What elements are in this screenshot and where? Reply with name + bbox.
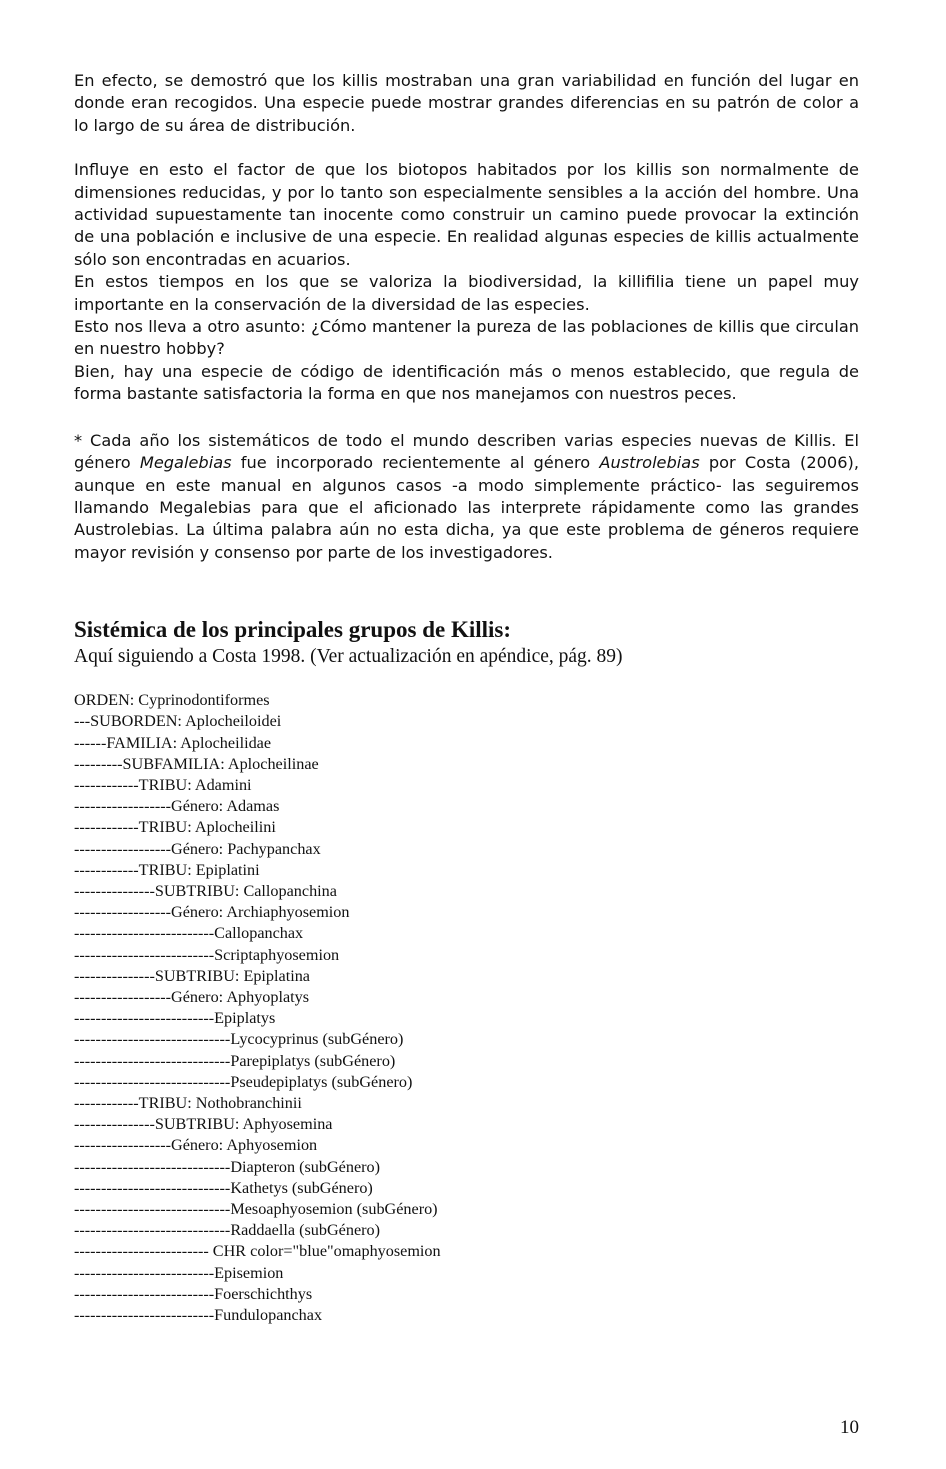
page-number: 10 xyxy=(840,1417,859,1438)
taxonomy-line: --------------------------Episemion xyxy=(74,1263,284,1282)
page-content xyxy=(74,70,859,1326)
paragraph: En estos tiempos en los que se valoriza la biodiversidad, la killifilia tiene un papel muy importante en la conservación de la diversidad de las especies. xyxy=(74,272,859,314)
footnote xyxy=(74,430,859,564)
genus-name: Megalebias xyxy=(139,453,232,473)
taxonomy-line: --------------------------Foerschichthys xyxy=(74,1284,313,1303)
paragraph: Influye en esto el factor de que los biotopos habitados por los killis son normalmente de dimensiones reducidas, y por lo tanto son especialmente sensibles a la acción del hombre. Una actividad supuestamente tan inocente como construir un camino puede provocar la extinción de una población e inclusive de una especie. En realidad algunas especies de killis actualmente sólo son encontradas en acuarios. xyxy=(74,160,859,269)
taxonomy-line: ------------TRIBU: Aplocheilini xyxy=(74,818,276,837)
taxonomy-line: ---------SUBFAMILIA: Aplocheilinae xyxy=(74,754,319,773)
taxonomy-line: ------------TRIBU: Adamini xyxy=(74,775,252,794)
footnote-text: * Cada año los sistemáticos de todo el mundo describen varias especies nuevas de Killis. El género xyxy=(74,430,859,473)
taxonomy-line: ------------------Género: Pachypanchax xyxy=(74,839,321,858)
taxonomy-line: ------------TRIBU: Nothobranchinii xyxy=(74,1093,302,1112)
taxonomy-line: ORDEN: Cyprinodontiformes xyxy=(74,691,270,710)
taxonomy-line: ------------------------- CHR color="blue"omaphyosemion xyxy=(74,1242,441,1261)
section-title: Sistémica de los principales grupos de Killis: xyxy=(74,617,512,643)
paragraph: En efecto, se demostró que los killis mostraban una gran variabilidad en función del lugar en donde eran recogidos. Una especie puede mostrar grandes diferencias en su patrón de color a lo largo de su área de distribución. xyxy=(74,71,859,135)
taxonomy-line: -----------------------------Parepiplatys (subGénero) xyxy=(74,1051,396,1070)
taxonomy-line: ---------------SUBTRIBU: Epiplatina xyxy=(74,966,310,985)
taxonomy-line: --------------------------Callopanchax xyxy=(74,924,304,943)
footnote-text: por Costa (2006), aunque en este manual en algunos casos -a modo simplemente práctico- las seguiremos llamando Megalebias para que el aficionado las interprete rápidamente como las grandes Austrolebias. La última palabra aún no esta dicha, ya que este problema de géneros requiere mayor revisión y consenso por parte de los investigadores. xyxy=(74,453,859,562)
taxonomy-line: ------------------Género: Aphyoplatys xyxy=(74,987,310,1006)
taxonomy-line: ------------------Género: Aphyosemion xyxy=(74,1136,318,1155)
genus-name: Austrolebias xyxy=(599,453,700,473)
taxonomy-line: -----------------------------Diapteron (subGénero) xyxy=(74,1157,381,1176)
taxonomy-line: --------------------------Fundulopanchax xyxy=(74,1306,323,1325)
taxonomy-line: -----------------------------Mesoaphyosemion (subGénero) xyxy=(74,1200,438,1218)
taxonomy-line: --------------------------Scriptaphyosemion xyxy=(74,945,340,964)
taxonomy-line: ---------------SUBTRIBU: Aphyosemina xyxy=(74,1115,333,1134)
taxonomy-line: ------FAMILIA: Aplocheilidae xyxy=(74,733,272,752)
taxonomy-line: ---------------SUBTRIBU: Callopanchina xyxy=(74,881,337,900)
taxonomy-line: --------------------------Epiplatys xyxy=(74,1009,276,1028)
taxonomy-line: ---SUBORDEN: Aplocheiloidei xyxy=(74,712,282,731)
taxonomy-line: -----------------------------Kathetys (subGénero) xyxy=(74,1178,373,1197)
paragraph: Bien, hay una especie de código de identificación más o menos establecido, que regula de forma bastante satisfactoria la forma en que nos manejamos con nuestros peces. xyxy=(74,361,859,404)
taxonomy-line: ------------TRIBU: Epiplatini xyxy=(74,860,260,879)
footnote-text: fue incorporado recientemente al género xyxy=(231,453,600,473)
taxonomy-list xyxy=(74,690,859,1326)
taxonomy-line: -----------------------------Lycocyprinus (subGénero) xyxy=(74,1030,404,1049)
taxonomy-line: ------------------Género: Archiaphyosemion xyxy=(74,903,350,922)
paragraph: Esto nos lleva a otro asunto: ¿Cómo mantener la pureza de las poblaciones de killis que circulan en nuestro hobby? xyxy=(74,317,859,359)
taxonomy-line: -----------------------------Raddaella (subGénero) xyxy=(74,1221,380,1240)
taxonomy-line: ------------------Género: Adamas xyxy=(74,797,280,816)
taxonomy-line: -----------------------------Pseudepiplatys (subGénero) xyxy=(74,1072,413,1091)
section-subtitle: Aquí siguiendo a Costa 1998. (Ver actualización en apéndice, pág. 89) xyxy=(74,646,623,668)
